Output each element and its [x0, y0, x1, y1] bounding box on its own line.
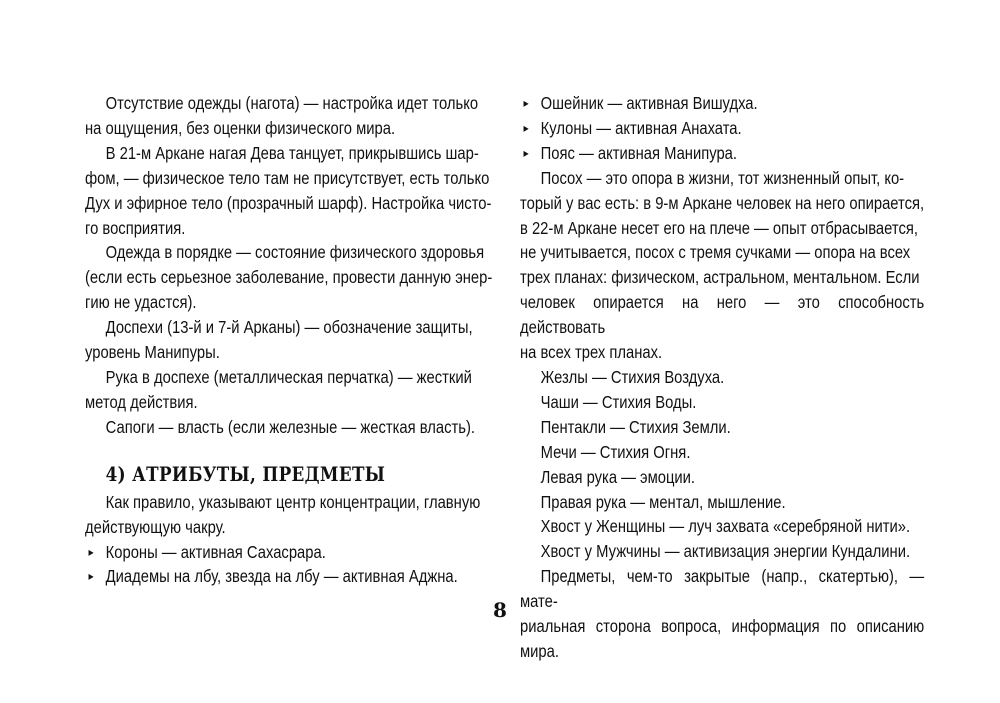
text-line: торый у вас есть: в 9-м Аркане человек на него опирается, [520, 192, 925, 213]
text-line: действующую чакру. [85, 516, 226, 537]
paragraph [520, 465, 924, 490]
text-line: не учитывается, посох с тремя сучками — опора на всех [520, 242, 911, 263]
paragraph [520, 415, 924, 440]
paragraph [85, 415, 498, 440]
text-line: на всех трех планах. [520, 342, 663, 363]
text-line: Посох — это опора в жизни, тот жизненный опыт, ко- [540, 167, 905, 188]
text-line: Диадемы на лбу, звезда на лбу — активная Аджна. [105, 566, 458, 587]
text-line: фом, — физическое тело там не присутствует, есть только [85, 167, 490, 188]
text-line: 4) АТРИБУТЫ, ПРЕДМЕТЫ [105, 462, 386, 486]
bullet-item [520, 116, 924, 141]
right-column [520, 91, 924, 664]
text-line: (если есть серьезное заболевание, провести данную энер- [85, 267, 493, 288]
bullet-marker-icon: ▸ [523, 145, 529, 160]
text-line: метод действия. [85, 391, 198, 412]
paragraph [85, 490, 498, 540]
text-line: риальная сторона вопроса, информация по описанию мира. [520, 616, 925, 661]
section-heading [85, 462, 498, 488]
text-line: на ощущения, без оценки физического мира. [85, 117, 396, 138]
text-line: Правая рука — ментал, мышление. [540, 491, 786, 512]
text-line: человек опирается на него — это способность действовать [520, 292, 925, 338]
text-line: Левая рука — эмоции. [540, 466, 696, 487]
bullet-item [85, 540, 498, 565]
text-line: Жезлы — Стихия Воздуха. [540, 366, 725, 387]
paragraph [520, 166, 924, 365]
left-column [85, 91, 498, 589]
text-line: трех планах: физическом, астральном, ментальном. Если [520, 267, 920, 288]
text-line: Отсутствие одежды (нагота) — настройка идет только [105, 93, 479, 113]
text-line: Хвост у Мужчины — активизация энергии Кундалини. [540, 541, 911, 562]
paragraph [85, 141, 498, 241]
bullet-item [520, 91, 924, 116]
paragraph [520, 390, 924, 415]
paragraph [520, 539, 924, 564]
text-line: Кулоны — активная Анахата. [540, 117, 742, 138]
text-line: Мечи — Стихия Огня. [540, 441, 691, 462]
bullet-marker-icon: ▸ [523, 120, 529, 135]
text-line: В 21-м Аркане нагая Дева танцует, прикрывшись шар- [105, 142, 479, 163]
text-line: Пояс — активная Манипура. [540, 142, 738, 163]
paragraph [520, 514, 924, 539]
paragraph [85, 315, 498, 365]
bullet-item [85, 564, 498, 589]
bullet-marker-icon: ▸ [88, 544, 94, 559]
text-line: Предметы, чем-то закрытые (напр., скатертью), — мате- [520, 566, 925, 612]
paragraph [520, 440, 924, 465]
bullet-item [520, 141, 924, 166]
text-line: Рука в доспехе (металлическая перчатка) — жесткий [105, 366, 472, 387]
text-line: Сапоги — власть (если железные — жесткая власть). [105, 416, 475, 437]
text-line: Доспехи (13-й и 7-й Арканы) — обозначение защиты, [105, 317, 473, 338]
text-line: Как правило, указывают центр концентрации, главную [105, 491, 481, 512]
text-line: Чаши — Стихия Воды. [540, 391, 697, 412]
text-line: Дух и эфирное тело (прозрачный шарф). Настройка чисто- [85, 192, 492, 213]
text-line: в 22-м Аркане несет его на плече — опыт отбрасывается, [520, 217, 918, 238]
paragraph [85, 91, 498, 141]
page-number: 8 [493, 598, 507, 622]
paragraph [85, 365, 498, 415]
paragraph [520, 490, 924, 515]
text-line: уровень Манипуры. [85, 342, 220, 363]
text-line: Одежда в порядке — состояние физического здоровья [105, 242, 485, 263]
paragraph [520, 365, 924, 390]
text-line: го восприятия. [85, 217, 186, 238]
text-line: Пентакли — Стихия Земли. [540, 416, 731, 437]
bullet-marker-icon: ▸ [88, 569, 94, 584]
text-line: Короны — активная Сахасрара. [105, 541, 326, 562]
text-line: Ошейник — активная Вишудха. [540, 93, 758, 113]
text-line: Хвост у Женщины — луч захвата «серебряной нити». [540, 516, 911, 537]
bullet-marker-icon: ▸ [523, 96, 529, 110]
text-line: гию не удастся). [85, 292, 197, 313]
paragraph [85, 240, 498, 315]
